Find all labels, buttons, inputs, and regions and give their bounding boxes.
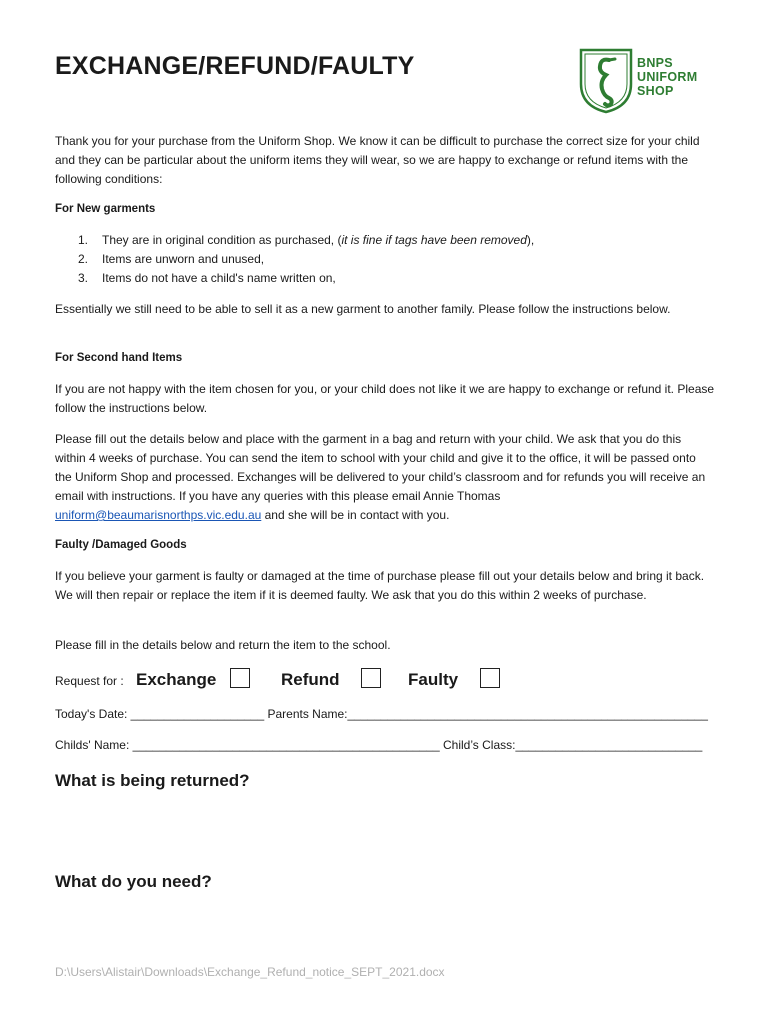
file-path-footer: D:\Users\Alistair\Downloads\Exchange_Refund_notice_SEPT_2021.docx	[55, 965, 445, 979]
returned-question: What is being returned?	[55, 771, 250, 790]
list-item: 2. Items are unworn and unused,	[78, 252, 265, 266]
refund-option-label: Refund	[281, 670, 340, 689]
logo-text	[637, 56, 697, 98]
intro-paragraph: Thank you for your purchase from the Uniform Shop. We know it can be difficult to purchase the correct size for your child and they can be particular about the uniform items they will wear, so we are happy to exchange or refund items with the following conditions:	[55, 134, 700, 186]
list-item: 1. They are in original condition as purchased, (it is fine if tags have been removed),	[78, 233, 535, 247]
exchange-checkbox[interactable]	[230, 668, 250, 688]
faulty-paragraph: If you believe your garment is faulty or damaged at the time of purchase please fill out your details below and bring it back. We will then repair or replace the item if it is deemed faulty. We ask that you do this within 2 weeks of purchase.	[55, 569, 705, 602]
second-hand-paragraph: If you are not happy with the item chosen for you, or your child does not like it we are happy to exchange or refund it. Please follow the instructions below.	[55, 382, 715, 415]
child-fields[interactable]: Childs' Name: ______________________________________________ Child’s Class:____________________________	[55, 738, 703, 752]
second-hand-heading: For Second hand Items	[55, 352, 183, 364]
new-garments-note: Essentially we still need to be able to sell it as a new garment to another family. Please follow the instructions below.	[55, 302, 671, 316]
new-garments-heading: For New garments	[55, 203, 156, 215]
refund-checkbox[interactable]	[361, 668, 381, 688]
exchange-option-label: Exchange	[136, 670, 217, 689]
need-question: What do you need?	[55, 872, 212, 891]
date-parents-fields[interactable]: Today's Date: ____________________ Parents Name:______________________________________________________	[55, 707, 708, 721]
request-label: Request for :	[55, 674, 124, 688]
page-title: EXCHANGE/REFUND/FAULTY	[55, 52, 415, 80]
faulty-heading: Faulty /Damaged Goods	[55, 539, 187, 551]
faulty-option-label: Faulty	[408, 670, 459, 689]
instructions-paragraph: Please fill out the details below and place with the garment in a bag and return with your child. We ask that you do this within 4 weeks of purchase. You can send the item to school with your child and give it to the office, it will be passed onto the Uniform Shop and processed. Exchanges will be delivered to your child’s classroom and for refunds you will receive an email with instructions. If you have any queries with this please email Annie Thomas uniform@beaumarisnorthps.vic.edu.au and she will be in contact with you.	[55, 432, 706, 522]
logo-line-3: SHOP	[637, 84, 674, 98]
faulty-checkbox[interactable]	[480, 668, 500, 688]
logo-line-2: UNIFORM	[637, 70, 698, 84]
email-link[interactable]: uniform@beaumarisnorthps.vic.edu.au	[55, 508, 262, 522]
logo-line-1: BNPS	[637, 56, 673, 70]
new-garments-conditions-list	[78, 231, 534, 288]
fill-instructions: Please fill in the details below and return the item to the school.	[55, 638, 391, 652]
list-item: 3. Items do not have a child's name written on,	[78, 271, 336, 285]
